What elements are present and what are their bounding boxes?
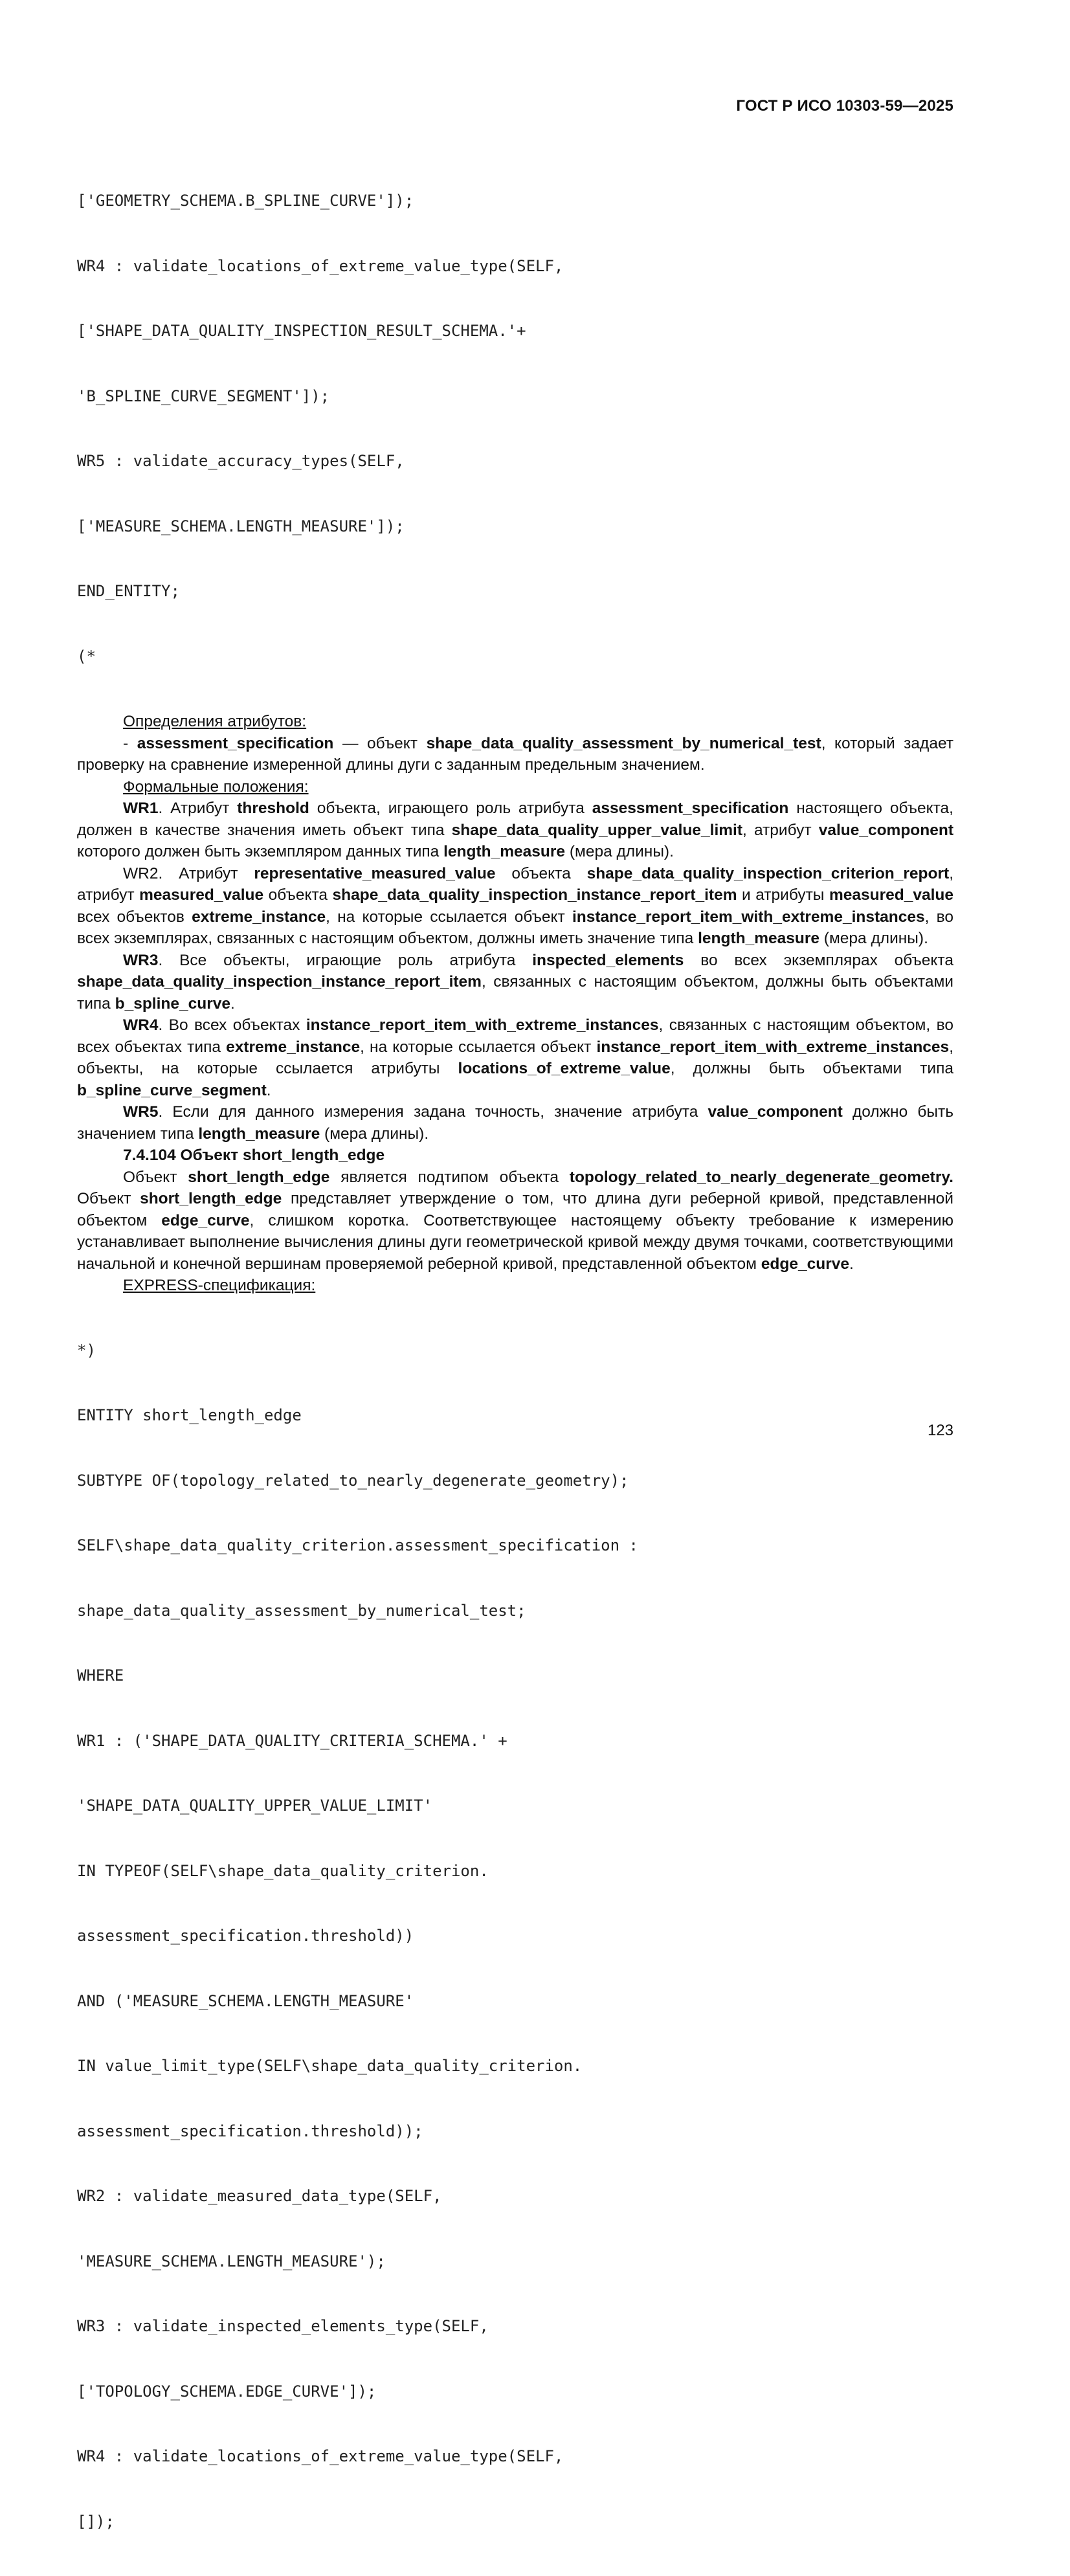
document-header: ГОСТ Р ИСО 10303-59—2025 [647,97,953,115]
code-line: assessment_specification.threshold)) [77,1925,953,1947]
code-line: WR5 : validate_accuracy_types(SELF, [77,451,953,473]
code-line: 'MEASURE_SCHEMA.LENGTH_MEASURE'); [77,2251,953,2273]
code-line: AND ('MEASURE_SCHEMA.LENGTH_MEASURE' [77,1991,953,2013]
attr-definition-paragraph: - assessment_specification — объект shape_data_quality_assessment_by_numerical_test, который задает проверку на сравнение измеренной длины дуги с заданным предельным значением. [77,733,953,776]
code-line: 'SHAPE_DATA_QUALITY_UPPER_VALUE_LIMIT' [77,1795,953,1817]
code-line: WR2 : validate_measured_data_type(SELF, [77,2186,953,2208]
code-line: (* [77,646,953,668]
wr3-paragraph: WR3. Все объекты, играющие роль атрибута inspected_elements во всех экземплярах объекта shape_data_quality_inspection_instance_report_item, связанных с настоящим объектом, должны быть объектами типа b_spline_curve. [77,950,953,1015]
code-line: SUBTYPE OF(topology_related_to_nearly_degenerate_geometry); [77,1470,953,1492]
code-line: WR1 : ('SHAPE_DATA_QUALITY_CRITERIA_SCHEMA.' + [77,1730,953,1753]
wr2-paragraph: WR2. Атрибут representative_measured_value объекта shape_data_quality_inspection_criterion_report, атрибут measured_value объекта shape_data_quality_inspection_instance_report_item и атрибуты measured_value всех объектов extreme_instance, на которые ссылается объект instance_report_item_with_extreme_instances, во всех экземплярах, связанных с настоящим объектом, должны иметь значение типа length_measure (мера длины). [77,863,953,950]
code-line: IN TYPEOF(SELF\shape_data_quality_criterion. [77,1861,953,1883]
wr1-paragraph: WR1. Атрибут threshold объекта, играющего роль атрибута assessment_specification настоящего объекта, должен в качестве значения иметь объект типа shape_data_quality_upper_value_limit, атрибут value_component которого должен быть экземпляром данных типа length_measure (мера длины). [77,798,953,863]
code-line: WR4 : validate_locations_of_extreme_value_type(SELF, [77,2446,953,2468]
code-line: *) [77,1340,953,1362]
code-line: WHERE [77,1665,953,1687]
code-line: ['GEOMETRY_SCHEMA.B_SPLINE_CURVE']); [77,190,953,212]
code-line: WR4 : validate_locations_of_extreme_value_type(SELF, [77,256,953,278]
section-heading: 7.4.104 Объект short_length_edge [77,1145,953,1167]
code-line: ['TOPOLOGY_SCHEMA.EDGE_CURVE']); [77,2381,953,2403]
page-number: 123 [889,1422,953,1440]
code-line: IN value_limit_type(SELF\shape_data_quality_criterion. [77,2055,953,2078]
wr4-paragraph: WR4. Во всех объектах instance_report_item_with_extreme_instances, связанных с настоящим объектом, во всех объектах типа extreme_instance, на которые ссылается объект instance_report_item_with_extreme_instances, объекты, на которые ссылается атрибуты locations_of_extreme_value, должны быть объектами типа b_spline_curve_segment. [77,1014,953,1101]
code-line: SELF\shape_data_quality_criterion.assessment_specification : [77,1535,953,1557]
code-line: assessment_specification.threshold)); [77,2121,953,2143]
express-code-block-1 [77,147,953,711]
code-line: END_ENTITY; [77,581,953,603]
attribute-definitions-section [77,711,953,1145]
code-line: shape_data_quality_assessment_by_numerical_test; [77,1600,953,1622]
attr-definitions-heading: Определения атрибутов: [77,711,953,733]
code-line: ENTITY short_length_edge [77,1405,953,1427]
express-spec-heading: EXPRESS-спецификация: [77,1275,953,1297]
page-content [77,147,953,2576]
code-line: ['SHAPE_DATA_QUALITY_INSPECTION_RESULT_SCHEMA.'+ [77,320,953,342]
code-line: 'B_SPLINE_CURVE_SEGMENT']); [77,386,953,408]
short-length-edge-section [77,1145,953,1297]
code-line: []); [77,2511,953,2533]
formal-propositions-heading: Формальные положения: [77,776,953,798]
express-code-block-2 [77,1297,953,2576]
short-length-edge-description: Объект short_length_edge является подтипом объекта topology_related_to_nearly_degenerate_geometry. Объект short_length_edge представляет утверждение о том, что длина дуги реберной кривой, представленной объектом edge_curve, слишком коротка. Соответствующее настоящему объекту требование к измерению устанавливает выполнение вычисления длины дуги геометрической кривой между двумя точками, соответствующими начальной и конечной вершинам проверяемой реберной кривой, представленной объектом edge_curve. [77,1167,953,1275]
wr5-paragraph: WR5. Если для данного измерения задана точность, значение атрибута value_component должно быть значением типа length_measure (мера длины). [77,1101,953,1145]
code-line: WR3 : validate_inspected_elements_type(SELF, [77,2316,953,2338]
code-line: ['MEASURE_SCHEMA.LENGTH_MEASURE']); [77,516,953,538]
